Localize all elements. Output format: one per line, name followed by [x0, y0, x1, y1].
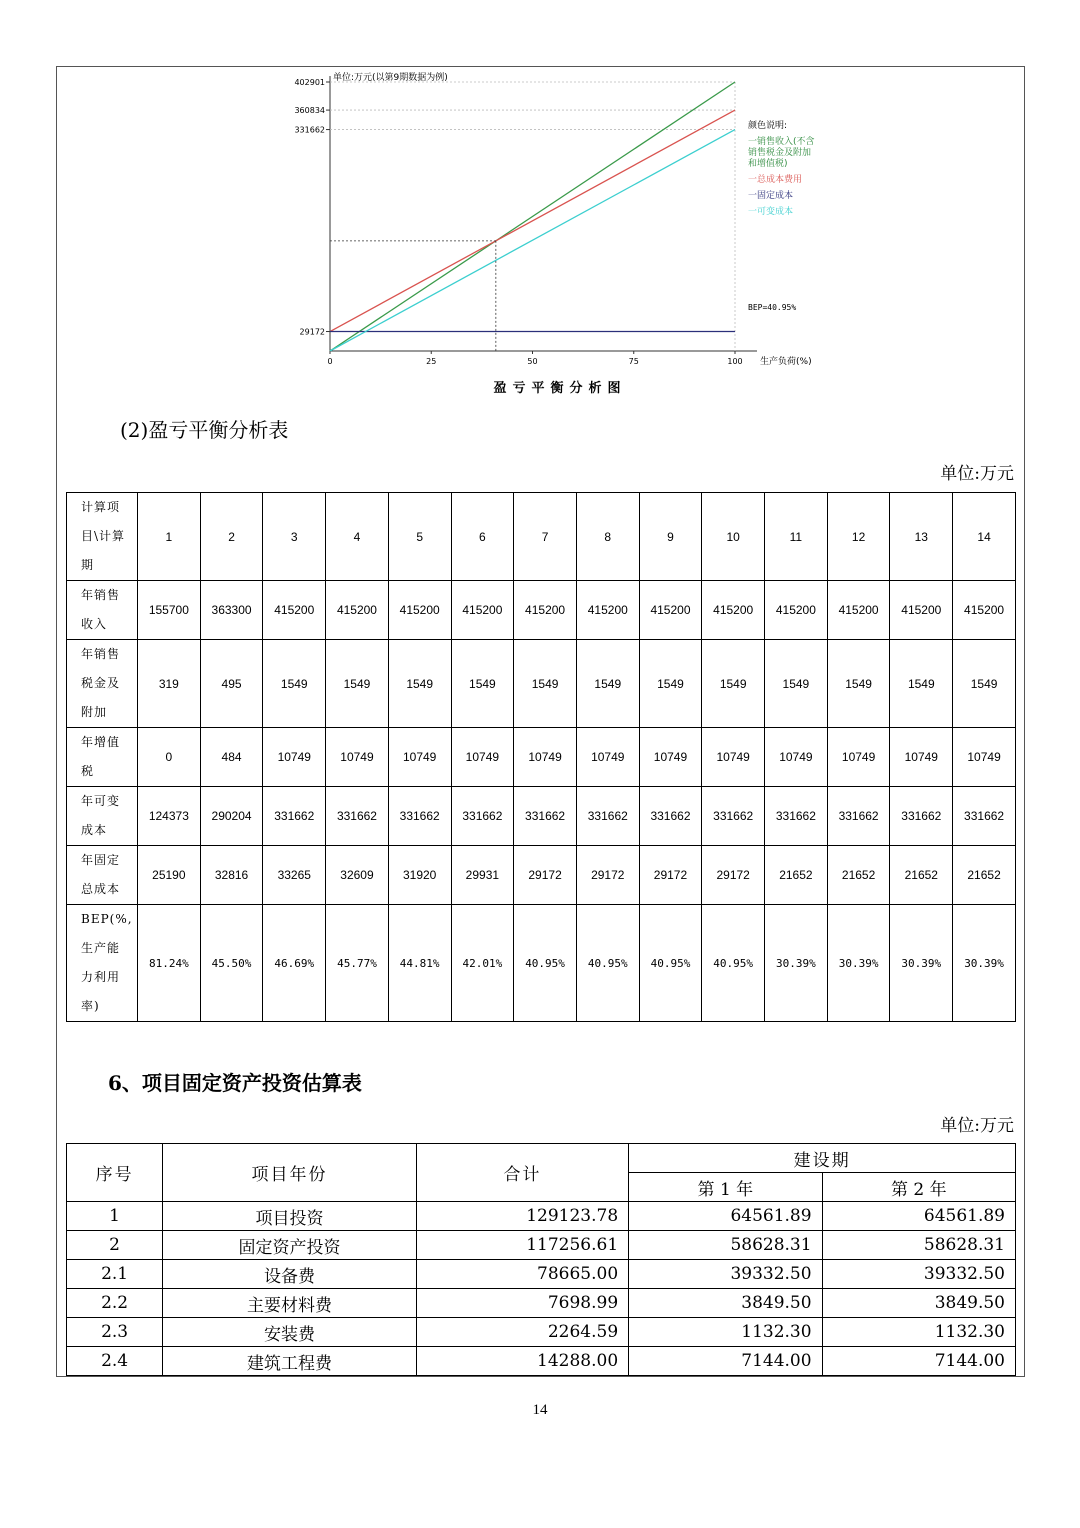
table-cell: 81.24% [138, 905, 201, 1022]
x-tick-label: 0 [327, 357, 333, 366]
table-cell: 44.81% [388, 905, 451, 1022]
table-cell: 10749 [953, 728, 1016, 787]
table-cell: 1549 [890, 640, 953, 728]
x-tick-label: 25 [426, 357, 437, 366]
table-cell: 415200 [388, 581, 451, 640]
chart-unit-label: 单位:万元(以第9期数据为例) [333, 73, 448, 83]
table-cell: 10749 [451, 728, 514, 787]
cell-y1: 3849.50 [629, 1289, 822, 1318]
header-item: 项目年份 [163, 1144, 417, 1202]
table-cell: 415200 [263, 581, 326, 640]
table-cell: 331662 [326, 787, 389, 846]
table-row [67, 1260, 1016, 1289]
section-title-bep-table: (2)盈亏平衡分析表 [120, 418, 289, 442]
table-cell: 495 [200, 640, 263, 728]
table-cell: 10749 [827, 728, 890, 787]
table-cell: 1549 [765, 640, 828, 728]
period-header: 5 [388, 493, 451, 581]
table-cell: 10749 [326, 728, 389, 787]
table-row [67, 1289, 1016, 1318]
table-cell: 415200 [765, 581, 828, 640]
header-no: 序号 [67, 1144, 163, 1202]
cell-item: 主要材料费 [163, 1289, 417, 1318]
x-axis-label: 生产负荷(%) [760, 357, 812, 367]
period-header: 4 [326, 493, 389, 581]
period-header: 11 [765, 493, 828, 581]
table-cell: 331662 [576, 787, 639, 846]
table-cell: 415200 [702, 581, 765, 640]
table-cell: 415200 [890, 581, 953, 640]
table-cell: 10749 [765, 728, 828, 787]
cell-no: 2 [67, 1231, 163, 1260]
table-cell: 10749 [702, 728, 765, 787]
cell-y2: 64561.89 [822, 1202, 1015, 1231]
row-label: BEP(%, 生产能 力利用 率) [67, 905, 138, 1022]
legend-entry-0: 一销售收入(不含 [748, 137, 815, 147]
period-header: 6 [451, 493, 514, 581]
table-cell: 363300 [200, 581, 263, 640]
cell-total: 14288.00 [416, 1347, 628, 1376]
table-row [67, 1318, 1016, 1347]
period-header: 8 [576, 493, 639, 581]
cell-y1: 39332.50 [629, 1260, 822, 1289]
cell-no: 2.3 [67, 1318, 163, 1347]
table-cell: 40.95% [576, 905, 639, 1022]
series-line-0 [330, 82, 735, 351]
legend-title: 颜色说明: [748, 121, 788, 131]
table-cell: 1549 [953, 640, 1016, 728]
table-cell: 21652 [890, 846, 953, 905]
cell-y1: 58628.31 [629, 1231, 822, 1260]
table-cell: 21652 [953, 846, 1016, 905]
table-row [67, 1347, 1016, 1376]
table-row [67, 581, 1016, 640]
legend-entry-0: 销售税金及附加 [748, 148, 812, 158]
cell-y2: 3849.50 [822, 1289, 1015, 1318]
period-header: 7 [514, 493, 577, 581]
row-label: 年销售 收入 [67, 581, 138, 640]
table-cell: 331662 [263, 787, 326, 846]
table-cell: 46.69% [263, 905, 326, 1022]
cell-y2: 39332.50 [822, 1260, 1015, 1289]
table-cell: 33265 [263, 846, 326, 905]
fixed-asset-table [66, 1143, 1016, 1376]
table-corner-header: 计算项 目\计算 期 [67, 493, 138, 581]
table-cell: 1549 [827, 640, 890, 728]
period-header: 10 [702, 493, 765, 581]
table-cell: 319 [138, 640, 201, 728]
table-cell: 40.95% [639, 905, 702, 1022]
table-cell: 331662 [827, 787, 890, 846]
header-total: 合计 [416, 1144, 628, 1202]
cell-total: 129123.78 [416, 1202, 628, 1231]
table-cell: 10749 [514, 728, 577, 787]
cell-total: 7698.99 [416, 1289, 628, 1318]
table-cell: 10749 [388, 728, 451, 787]
table-cell: 29172 [702, 846, 765, 905]
break-even-chart [290, 66, 850, 402]
period-header: 3 [263, 493, 326, 581]
section-title-asset-table: 6、项目固定资产投资估算表 [108, 1071, 362, 1095]
table-cell: 415200 [827, 581, 890, 640]
table-cell: 30.39% [827, 905, 890, 1022]
legend-entry-3: 一可变成本 [748, 207, 794, 217]
table-cell: 29172 [576, 846, 639, 905]
table-cell: 1549 [639, 640, 702, 728]
table-cell: 31920 [388, 846, 451, 905]
legend-entry-1: 一总成本费用 [748, 175, 803, 185]
table-cell: 40.95% [702, 905, 765, 1022]
cell-y2: 58628.31 [822, 1231, 1015, 1260]
table-cell: 331662 [890, 787, 953, 846]
table-cell: 30.39% [765, 905, 828, 1022]
table-cell: 415200 [514, 581, 577, 640]
cell-no: 2.4 [67, 1347, 163, 1376]
table-row [67, 905, 1016, 1022]
table-cell: 415200 [639, 581, 702, 640]
table-cell: 331662 [765, 787, 828, 846]
cell-total: 2264.59 [416, 1318, 628, 1347]
chart-legend [748, 135, 815, 217]
cell-no: 2.1 [67, 1260, 163, 1289]
period-header: 9 [639, 493, 702, 581]
cell-y1: 1132.30 [629, 1318, 822, 1347]
legend-entry-2: 一固定成本 [748, 191, 794, 201]
header-year-1: 第 1 年 [629, 1173, 822, 1202]
table-cell: 10749 [890, 728, 953, 787]
table-cell: 1549 [702, 640, 765, 728]
table-cell: 415200 [451, 581, 514, 640]
unit-label-1: 单位:万元 [940, 464, 1014, 484]
cell-no: 2.2 [67, 1289, 163, 1318]
period-header: 12 [827, 493, 890, 581]
y-tick-label: 360834 [294, 106, 325, 116]
table-cell: 32609 [326, 846, 389, 905]
table-cell: 331662 [639, 787, 702, 846]
table-cell: 1549 [326, 640, 389, 728]
table-cell: 0 [138, 728, 201, 787]
table-cell: 29931 [451, 846, 514, 905]
table-cell: 10749 [263, 728, 326, 787]
table-row [67, 787, 1016, 846]
legend-entry-0: 和增值税) [748, 159, 788, 169]
table-cell: 1549 [263, 640, 326, 728]
table-cell: 32816 [200, 846, 263, 905]
x-tick-label: 50 [527, 357, 538, 366]
page-number: 14 [532, 1402, 548, 1418]
table-row [67, 640, 1016, 728]
y-tick-label: 29172 [299, 327, 325, 337]
table-cell: 29172 [639, 846, 702, 905]
table-row [67, 1231, 1016, 1260]
table-cell: 40.95% [514, 905, 577, 1022]
table-cell: 25190 [138, 846, 201, 905]
table-cell: 331662 [388, 787, 451, 846]
table-cell: 415200 [326, 581, 389, 640]
table-cell: 1549 [451, 640, 514, 728]
bep-label: BEP=40.95% [748, 303, 797, 312]
cell-item: 安装费 [163, 1318, 417, 1347]
table-cell: 331662 [514, 787, 577, 846]
table-row [67, 728, 1016, 787]
table-cell: 42.01% [451, 905, 514, 1022]
cell-y1: 64561.89 [629, 1202, 822, 1231]
table-cell: 331662 [702, 787, 765, 846]
table-cell: 30.39% [890, 905, 953, 1022]
period-header: 1 [138, 493, 201, 581]
table-cell: 331662 [953, 787, 1016, 846]
table-cell: 1549 [576, 640, 639, 728]
header-year-2: 第 2 年 [822, 1173, 1015, 1202]
unit-label-2: 单位:万元 [940, 1116, 1014, 1136]
table-cell: 10749 [639, 728, 702, 787]
cell-item: 项目投资 [163, 1202, 417, 1231]
header-construction-period: 建设期 [629, 1144, 1016, 1173]
cell-item: 固定资产投资 [163, 1231, 417, 1260]
table-cell: 45.50% [200, 905, 263, 1022]
chart-title: 盈亏平衡分析图 [493, 381, 627, 396]
table-header-row [67, 493, 1016, 581]
cell-y1: 7144.00 [629, 1347, 822, 1376]
table-cell: 10749 [576, 728, 639, 787]
period-header: 13 [890, 493, 953, 581]
table-cell: 21652 [765, 846, 828, 905]
cell-y2: 1132.30 [822, 1318, 1015, 1347]
table-cell: 29172 [514, 846, 577, 905]
row-label: 年增值 税 [67, 728, 138, 787]
x-tick-label: 75 [628, 357, 639, 366]
table-cell: 415200 [953, 581, 1016, 640]
chart-grid [330, 76, 757, 351]
cell-y2: 7144.00 [822, 1347, 1015, 1376]
series-line-1 [330, 110, 735, 331]
chart-series [330, 82, 735, 351]
row-label: 年可变 成本 [67, 787, 138, 846]
table-cell: 124373 [138, 787, 201, 846]
cell-total: 117256.61 [416, 1231, 628, 1260]
table-cell: 290204 [200, 787, 263, 846]
table-cell: 331662 [451, 787, 514, 846]
table-cell: 155700 [138, 581, 201, 640]
table-row [67, 846, 1016, 905]
x-tick-label: 100 [727, 357, 743, 366]
table-cell: 1549 [514, 640, 577, 728]
series-line-3 [330, 130, 735, 351]
table-cell: 45.77% [326, 905, 389, 1022]
table-cell: 415200 [576, 581, 639, 640]
table-cell: 21652 [827, 846, 890, 905]
table-cell: 30.39% [953, 905, 1016, 1022]
table-cell: 484 [200, 728, 263, 787]
break-even-table [66, 492, 1016, 1022]
table-cell: 1549 [388, 640, 451, 728]
period-header: 14 [953, 493, 1016, 581]
table-row [67, 1202, 1016, 1231]
row-label: 年销售 税金及 附加 [67, 640, 138, 728]
cell-item: 建筑工程费 [163, 1347, 417, 1376]
period-header: 2 [200, 493, 263, 581]
cell-total: 78665.00 [416, 1260, 628, 1289]
y-tick-label: 402901 [294, 78, 325, 87]
cell-item: 设备费 [163, 1260, 417, 1289]
cell-no: 1 [67, 1202, 163, 1231]
row-label: 年固定 总成本 [67, 846, 138, 905]
y-tick-label: 331662 [294, 125, 325, 135]
